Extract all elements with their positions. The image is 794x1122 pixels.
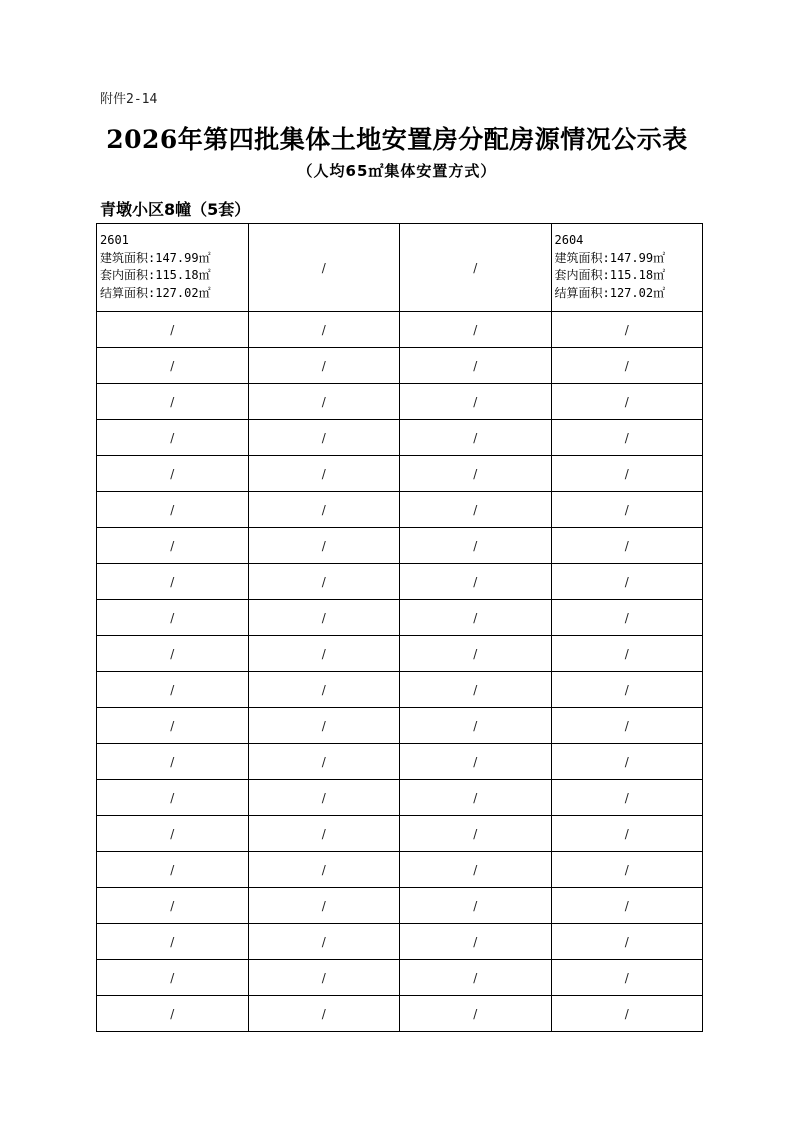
empty-cell: [248, 456, 400, 492]
empty-marker: /: [170, 358, 175, 373]
empty-cell: [400, 636, 552, 672]
empty-marker: /: [170, 430, 175, 445]
inner-area: 套内面积:115.18㎡: [100, 268, 211, 282]
empty-cell: [97, 420, 249, 456]
empty-cell: [400, 528, 552, 564]
empty-cell: [551, 672, 703, 708]
empty-marker: /: [170, 394, 175, 409]
empty-cell: [97, 708, 249, 744]
empty-marker: /: [321, 430, 326, 445]
empty-marker: /: [624, 934, 629, 949]
empty-marker: /: [170, 862, 175, 877]
empty-marker: /: [473, 718, 478, 733]
empty-marker: /: [473, 430, 478, 445]
empty-cell: [248, 888, 400, 924]
empty-cell: [551, 456, 703, 492]
table-row: [97, 636, 703, 672]
empty-marker: /: [473, 394, 478, 409]
empty-marker: /: [624, 790, 629, 805]
empty-cell: [97, 924, 249, 960]
empty-marker: /: [170, 826, 175, 841]
settlement-area: 结算面积:127.02㎡: [100, 285, 211, 300]
empty-cell: [248, 600, 400, 636]
table-row: [97, 960, 703, 996]
empty-marker: /: [624, 826, 629, 841]
empty-marker: /: [624, 970, 629, 985]
empty-cell: [248, 744, 400, 780]
empty-marker: /: [170, 610, 175, 625]
empty-marker: /: [624, 898, 629, 913]
empty-cell: [551, 924, 703, 960]
table-row: [97, 744, 703, 780]
empty-cell: [551, 744, 703, 780]
empty-marker: /: [624, 862, 629, 877]
empty-cell: [248, 420, 400, 456]
empty-cell: [97, 312, 249, 348]
empty-marker: /: [321, 574, 326, 589]
empty-cell: [400, 744, 552, 780]
empty-cell: [248, 348, 400, 384]
empty-cell: [248, 852, 400, 888]
empty-cell: [551, 996, 703, 1032]
empty-marker: /: [170, 682, 175, 697]
empty-marker: /: [170, 466, 175, 481]
empty-marker: /: [170, 790, 175, 805]
empty-marker: /: [624, 646, 629, 661]
empty-marker: /: [321, 538, 326, 553]
table-row: [97, 888, 703, 924]
empty-marker: /: [170, 502, 175, 517]
empty-marker: /: [473, 358, 478, 373]
empty-marker: /: [473, 322, 478, 337]
empty-cell: [400, 780, 552, 816]
empty-marker: /: [624, 610, 629, 625]
empty-cell: [551, 636, 703, 672]
empty-marker: /: [624, 322, 629, 337]
empty-marker: /: [473, 898, 478, 913]
empty-cell: [97, 456, 249, 492]
empty-cell: [97, 780, 249, 816]
empty-cell: [551, 420, 703, 456]
empty-cell: [248, 564, 400, 600]
empty-cell: [97, 384, 249, 420]
empty-marker: /: [473, 826, 478, 841]
empty-marker: /: [473, 754, 478, 769]
empty-cell: [97, 348, 249, 384]
empty-cell: [400, 224, 552, 312]
empty-cell: [551, 816, 703, 852]
empty-cell: [248, 672, 400, 708]
empty-cell: [248, 924, 400, 960]
empty-marker: /: [321, 718, 326, 733]
empty-marker: /: [624, 358, 629, 373]
table-row: [97, 672, 703, 708]
empty-cell: [400, 348, 552, 384]
empty-marker: /: [624, 538, 629, 553]
empty-cell: [248, 224, 400, 312]
empty-cell: [551, 852, 703, 888]
empty-cell: [97, 960, 249, 996]
table-row: [97, 600, 703, 636]
empty-cell: [97, 528, 249, 564]
section-label: 青墩小区8幢（5套）: [100, 200, 251, 219]
empty-marker: /: [473, 1006, 478, 1021]
empty-cell: [248, 528, 400, 564]
settlement-area: 结算面积:127.02㎡: [554, 285, 666, 300]
empty-marker: /: [170, 754, 175, 769]
empty-cell: [248, 996, 400, 1032]
empty-cell: [248, 384, 400, 420]
empty-marker: /: [321, 260, 326, 275]
table-row: [97, 708, 703, 744]
empty-marker: /: [473, 790, 478, 805]
empty-marker: /: [321, 826, 326, 841]
table-row: [97, 348, 703, 384]
empty-marker: /: [321, 394, 326, 409]
empty-cell: [551, 492, 703, 528]
empty-cell: [400, 384, 552, 420]
empty-marker: /: [321, 790, 326, 805]
empty-cell: [248, 636, 400, 672]
empty-marker: /: [624, 682, 629, 697]
empty-marker: /: [473, 538, 478, 553]
empty-cell: [551, 528, 703, 564]
unit-cell-2604: [551, 224, 703, 312]
empty-cell: [97, 996, 249, 1032]
empty-cell: [400, 888, 552, 924]
attachment-label: 附件2-14: [100, 92, 158, 107]
empty-marker: /: [473, 260, 478, 275]
empty-marker: /: [321, 322, 326, 337]
empty-cell: [400, 708, 552, 744]
empty-marker: /: [170, 718, 175, 733]
empty-cell: [248, 492, 400, 528]
empty-marker: /: [473, 610, 478, 625]
table-row: [97, 564, 703, 600]
empty-marker: /: [321, 1006, 326, 1021]
table-row: [97, 852, 703, 888]
empty-marker: /: [624, 466, 629, 481]
table-row: [97, 924, 703, 960]
empty-marker: /: [170, 934, 175, 949]
empty-marker: /: [170, 1006, 175, 1021]
table-row: [97, 528, 703, 564]
empty-cell: [400, 492, 552, 528]
empty-marker: /: [170, 646, 175, 661]
empty-marker: /: [624, 718, 629, 733]
table-row: [97, 780, 703, 816]
empty-marker: /: [321, 466, 326, 481]
page-title: 2026年第四批集体土地安置房分配房源情况公示表: [106, 125, 688, 154]
empty-marker: /: [170, 898, 175, 913]
empty-marker: /: [624, 754, 629, 769]
empty-marker: /: [321, 934, 326, 949]
empty-cell: [97, 600, 249, 636]
empty-marker: /: [170, 970, 175, 985]
empty-marker: /: [624, 430, 629, 445]
empty-marker: /: [473, 970, 478, 985]
empty-marker: /: [321, 898, 326, 913]
empty-cell: [400, 564, 552, 600]
table-row: [97, 312, 703, 348]
empty-cell: [248, 780, 400, 816]
empty-cell: [400, 672, 552, 708]
empty-cell: [97, 672, 249, 708]
empty-cell: [400, 600, 552, 636]
empty-cell: [400, 852, 552, 888]
table-row: [97, 816, 703, 852]
table-row: [97, 996, 703, 1032]
empty-marker: /: [473, 466, 478, 481]
empty-marker: /: [321, 682, 326, 697]
empty-cell: [400, 456, 552, 492]
empty-marker: /: [624, 1006, 629, 1021]
unit-number: 2604: [554, 233, 584, 247]
empty-marker: /: [624, 502, 629, 517]
empty-marker: /: [170, 574, 175, 589]
empty-cell: [248, 708, 400, 744]
table-row: [97, 384, 703, 420]
table-row: [97, 492, 703, 528]
empty-cell: [400, 816, 552, 852]
page-subtitle: （人均65㎡集体安置方式）: [297, 162, 497, 180]
empty-cell: [551, 960, 703, 996]
inner-area: 套内面积:115.18㎡: [554, 268, 666, 282]
empty-cell: [97, 816, 249, 852]
empty-cell: [248, 312, 400, 348]
empty-cell: [400, 312, 552, 348]
empty-cell: [97, 564, 249, 600]
empty-marker: /: [473, 862, 478, 877]
empty-marker: /: [473, 934, 478, 949]
empty-cell: [551, 564, 703, 600]
empty-cell: [551, 348, 703, 384]
empty-cell: [97, 852, 249, 888]
empty-marker: /: [473, 502, 478, 517]
table-row: [97, 456, 703, 492]
empty-cell: [551, 888, 703, 924]
unit-cell-2601: [97, 224, 249, 312]
empty-cell: [551, 312, 703, 348]
empty-cell: [400, 924, 552, 960]
building-area: 建筑面积:147.99㎡: [100, 250, 211, 265]
empty-cell: [248, 960, 400, 996]
empty-cell: [97, 744, 249, 780]
empty-cell: [400, 960, 552, 996]
empty-cell: [551, 384, 703, 420]
building-area: 建筑面积:147.99㎡: [554, 250, 666, 265]
empty-marker: /: [321, 502, 326, 517]
empty-cell: [551, 600, 703, 636]
empty-marker: /: [170, 322, 175, 337]
empty-marker: /: [321, 862, 326, 877]
empty-marker: /: [170, 538, 175, 553]
empty-marker: /: [321, 610, 326, 625]
empty-marker: /: [473, 574, 478, 589]
empty-cell: [400, 996, 552, 1032]
table-row: [97, 420, 703, 456]
table-row: [97, 224, 703, 312]
housing-allocation-table: [96, 223, 703, 1032]
empty-marker: /: [321, 646, 326, 661]
empty-cell: [97, 492, 249, 528]
empty-cell: [400, 420, 552, 456]
empty-cell: [248, 816, 400, 852]
empty-marker: /: [473, 682, 478, 697]
empty-marker: /: [321, 754, 326, 769]
empty-marker: /: [321, 358, 326, 373]
empty-marker: /: [473, 646, 478, 661]
empty-cell: [97, 636, 249, 672]
empty-marker: /: [624, 574, 629, 589]
empty-cell: [551, 780, 703, 816]
empty-cell: [97, 888, 249, 924]
empty-marker: /: [321, 970, 326, 985]
empty-cell: [551, 708, 703, 744]
empty-marker: /: [624, 394, 629, 409]
unit-number: 2601: [100, 233, 129, 247]
